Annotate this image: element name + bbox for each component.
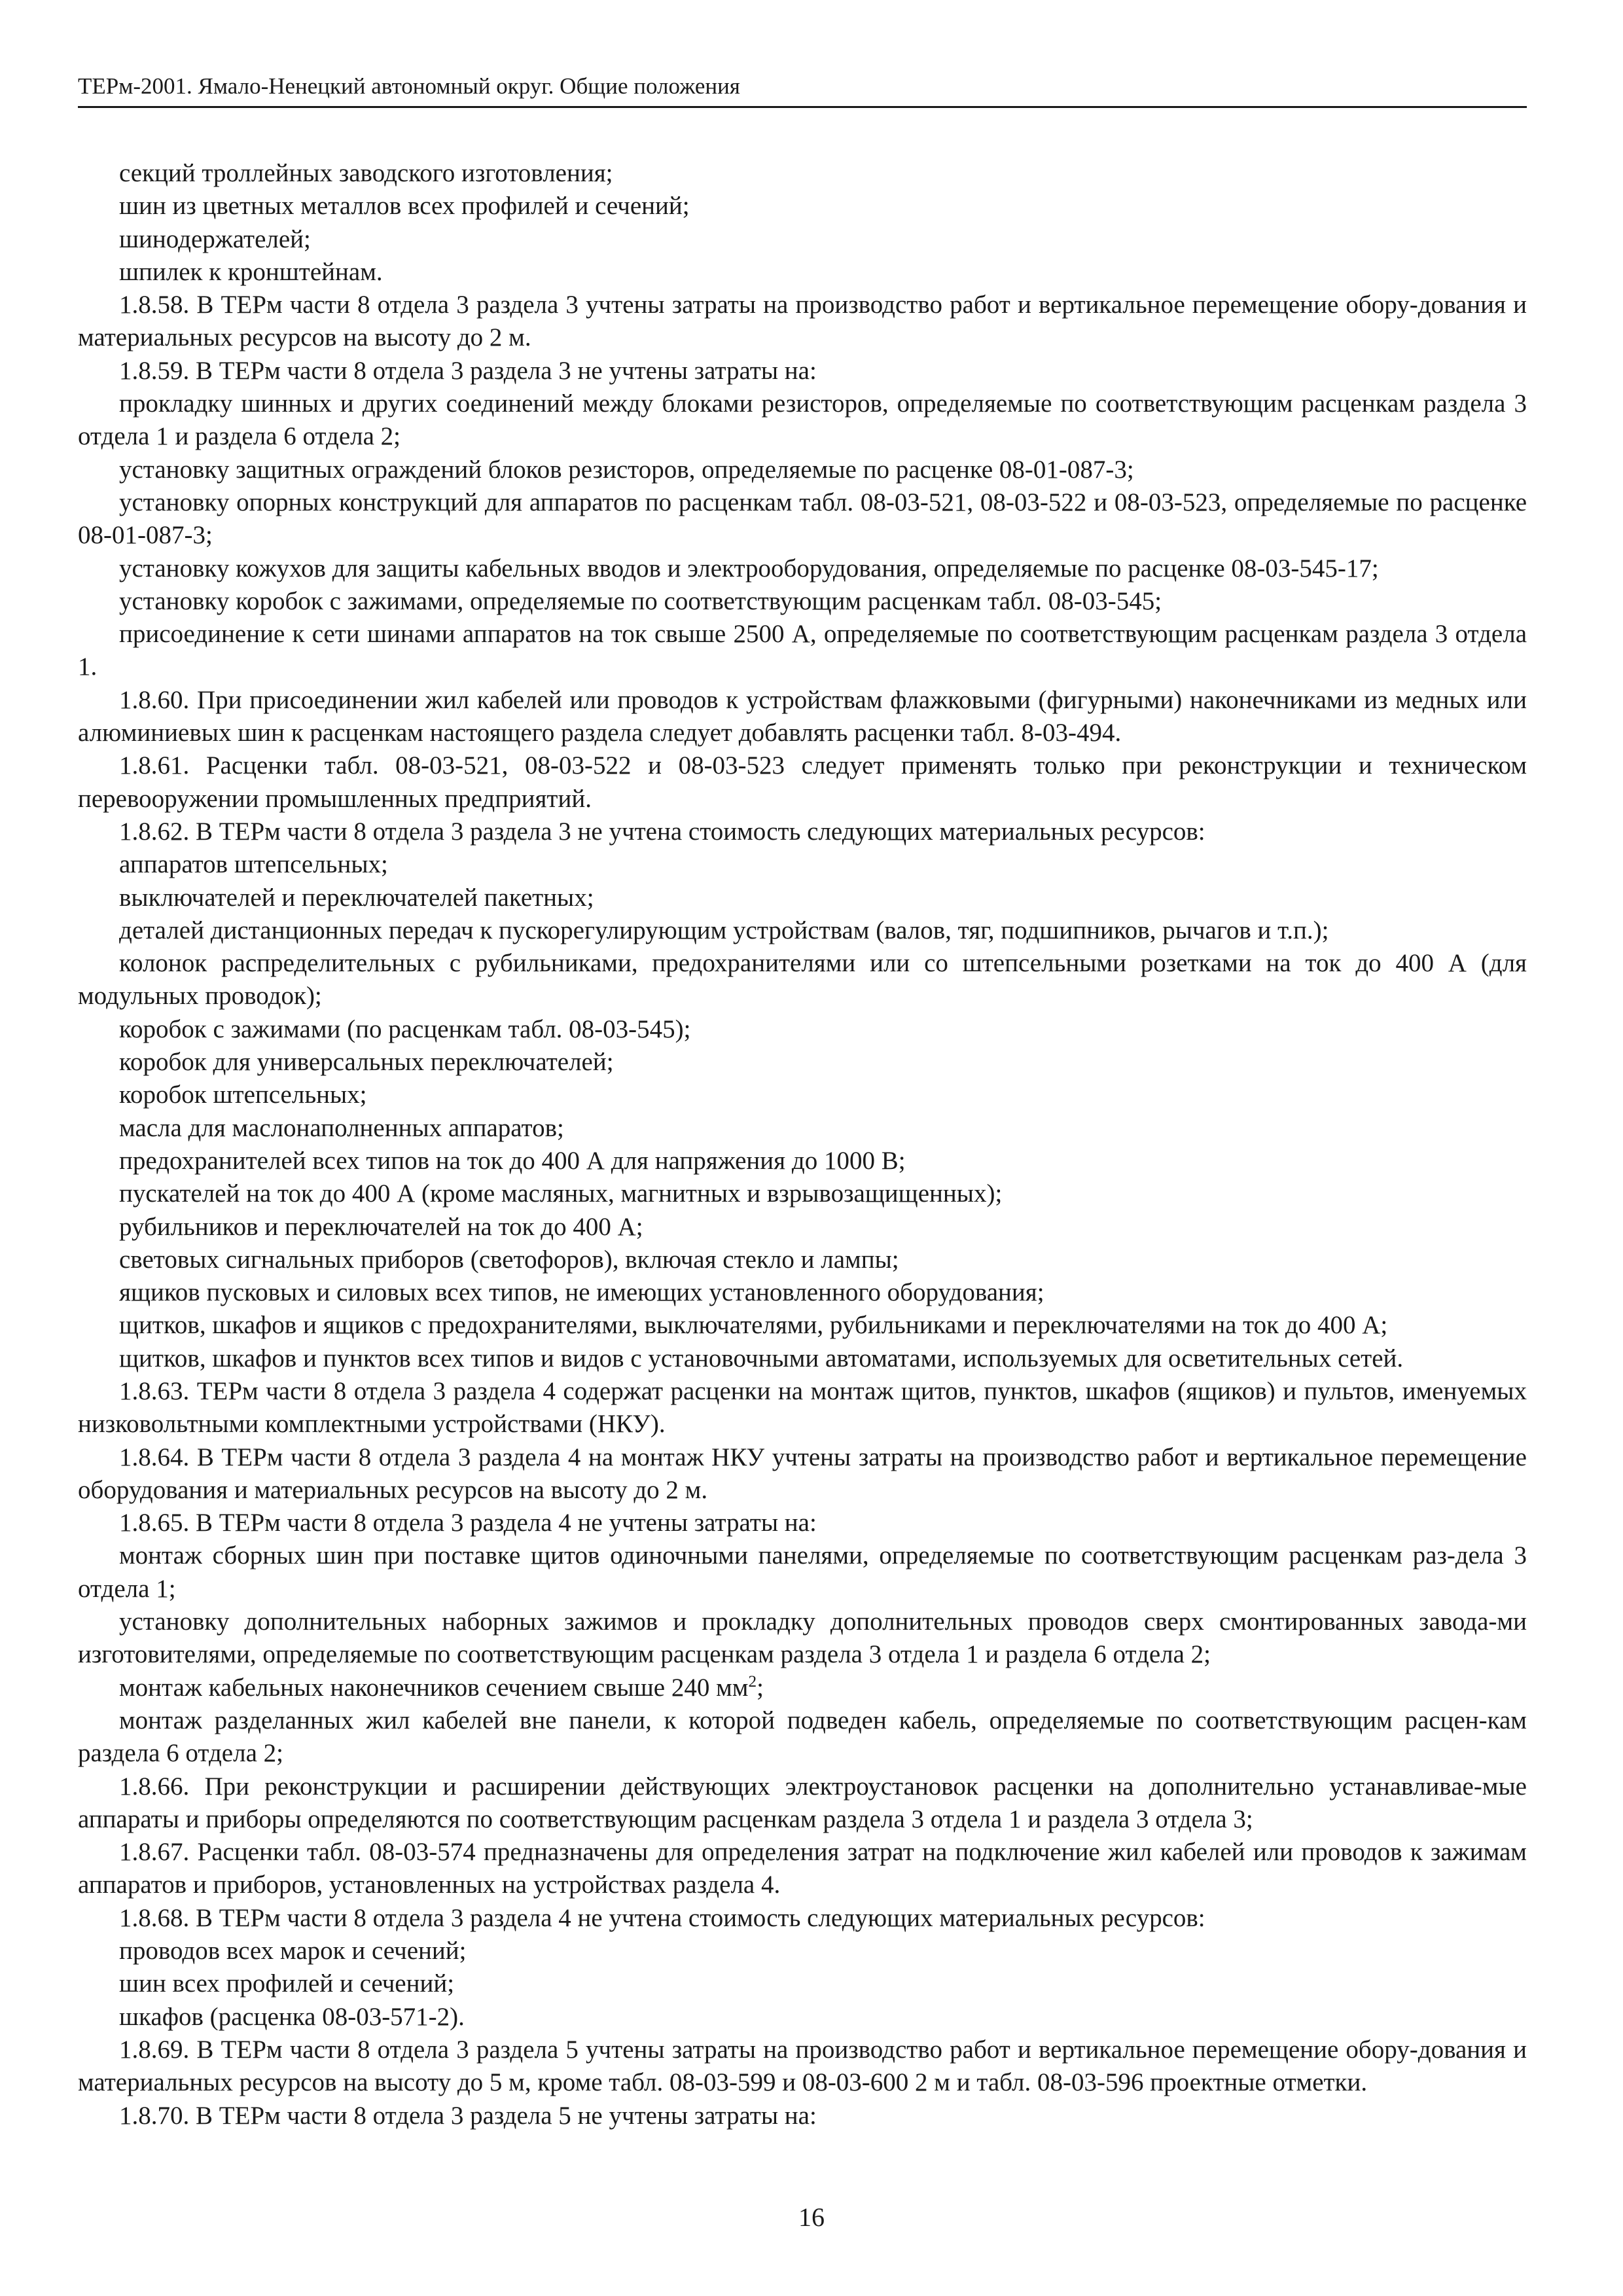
paragraph: предохранителей всех типов на ток до 400 А для напряжения до 1000 В; [119, 1146, 906, 1175]
paragraph: установку кожухов для защиты кабельных вводов и электрооборудования, определяемые по расценке 08-03-545-17; [119, 554, 1379, 583]
superscript: 2 [748, 1672, 757, 1691]
paragraph: масла для маслонаполненных аппаратов; [119, 1113, 564, 1142]
paragraph: шкафов (расценка 08-03-571-2). [119, 2002, 465, 2031]
paragraph: деталей дистанционных передач к пускорегулирующим устройствам (валов, тяг, подшипников, рычагов и т.п.); [119, 916, 1329, 944]
paragraph [78, 1672, 1527, 1704]
page-number: 16 [798, 2202, 825, 2232]
paragraph-text: монтаж кабельных наконечников сечением свыше 240 мм [119, 1673, 749, 1702]
paragraph: ящиков пусковых и силовых всех типов, не имеющих установленного оборудования; [119, 1278, 1044, 1307]
paragraph: коробок для универсальных переключателей; [119, 1048, 614, 1077]
paragraph: 1.8.64. В ТЕРм части 8 отдела 3 раздела 4 на монтаж НКУ учтены затраты на производство работ и вертикальное перемещение оборудования и материальных ресурсов на высоту до 2 м. [78, 1443, 1527, 1504]
paragraph: 1.8.62. В ТЕРм части 8 отдела 3 раздела 3 не учтена стоимость следующих материальных ресурсов: [119, 817, 1205, 846]
paragraph: выключателей и переключателей пакетных; [119, 883, 594, 912]
paragraph: монтаж сборных шин при поставке щитов одиночными панелями, определяемые по соответствующим расценкам раз-дела 3 отдела 1; [78, 1541, 1527, 1603]
paragraph: шпилек к кронштейнам. [119, 257, 383, 286]
paragraph: аппаратов штепсельных; [119, 850, 388, 879]
paragraph: шинодержателей; [119, 224, 311, 253]
paragraph: 1.8.59. В ТЕРм части 8 отдела 3 раздела 3 не учтены затраты на: [119, 356, 817, 385]
paragraph: шин всех профилей и сечений; [119, 1969, 455, 1998]
paragraph: щитков, шкафов и ящиков с предохранителями, выключателями, рубильниками и переключателями на ток до 400 А; [119, 1311, 1388, 1340]
paragraph: шин из цветных металлов всех профилей и сечений; [119, 192, 690, 221]
paragraph: 1.8.61. Расценки табл. 08-03-521, 08-03-522 и 08-03-523 следует применять только при реконструкции и техническом перевооружении промышленных предприятий. [78, 751, 1527, 813]
paragraph: присоединение к сети шинами аппаратов на ток свыше 2500 А, определяемые по соответствующим расценкам раздела 3 отдела 1. [78, 620, 1527, 681]
paragraph: 1.8.66. При реконструкции и расширении действующих электроустановок расценки на дополнительно устанавливае-мые аппараты и приборы определяются по соответствующим расценкам раздела 3 отдела 1 и раздела 3 отдела 3; [78, 1772, 1527, 1833]
paragraph: коробок с зажимами (по расценкам табл. 08-03-545); [119, 1014, 691, 1043]
paragraph: 1.8.70. В ТЕРм части 8 отдела 3 раздела 5 не учтены затраты на: [119, 2101, 817, 2130]
paragraph: установку опорных конструкций для аппаратов по расценкам табл. 08-03-521, 08-03-522 и 08-03-523, определяемые по расценке 08-01-087-3; [78, 488, 1527, 550]
paragraph-tail: ; [757, 1673, 764, 1702]
paragraph: 1.8.67. Расценки табл. 08-03-574 предназначены для определения затрат на подключение жил кабелей или проводов к зажимам аппаратов и приборов, установленных на устройствах раздела 4. [78, 1838, 1527, 1899]
document-body [78, 157, 1527, 2132]
paragraph: коробок штепсельных; [119, 1081, 367, 1109]
paragraph: 1.8.63. ТЕРм части 8 отдела 3 раздела 4 содержат расценки на монтаж щитов, пунктов, шкафов (ящиков) и пультов, именуемых низковольтными комплектными устройствами (НКУ). [78, 1376, 1527, 1439]
paragraph: 1.8.60. При присоединении жил кабелей или проводов к устройствам флажковыми (фигурными) наконечниками из медных или алюминиевых шин к расценкам настоящего раздела следует добавлять расценки табл. 8-03-494. [78, 685, 1527, 747]
paragraph: 1.8.69. В ТЕРм части 8 отдела 3 раздела 5 учтены затраты на производство работ и вертикальное перемещение обору-дования и материальных ресурсов на высоту до 5 м, кроме табл. 08-03-599 и 08-03-600 2 м и табл. 08-03-596 проектные отметки. [78, 2035, 1527, 2097]
paragraph: щитков, шкафов и пунктов всех типов и видов с установочными автоматами, используемых для осветительных сетей. [119, 1344, 1404, 1372]
paragraph: прокладку шинных и других соединений между блоками резисторов, определяемые по соответствующим расценкам раздела 3 отдела 1 и раздела 6 отдела 2; [78, 389, 1527, 451]
paragraph: секций троллейных заводского изготовления; [119, 159, 613, 187]
paragraph: пускателей на ток до 400 А (кроме масляных, магнитных и взрывозащищенных); [119, 1179, 1003, 1208]
paragraph: установку коробок с зажимами, определяемые по соответствующим расценкам табл. 08-03-545; [119, 586, 1162, 615]
paragraph: 1.8.65. В ТЕРм части 8 отдела 3 раздела 4 не учтены затраты на: [119, 1509, 817, 1537]
paragraph: проводов всех марок и сечений; [119, 1937, 467, 1965]
paragraph: установку защитных ограждений блоков резисторов, определяемые по расценке 08-01-087-3; [119, 455, 1134, 484]
paragraph: рубильников и переключателей на ток до 400 А; [119, 1212, 643, 1241]
paragraph: 1.8.58. В ТЕРм части 8 отдела 3 раздела 3 учтены затраты на производство работ и вертикальное перемещение обору-дования и материальных ресурсов на высоту до 2 м. [78, 291, 1527, 352]
paragraph: монтаж разделанных жил кабелей вне панели, к которой подведен кабель, определяемые по соответствующим расцен-кам раздела 6 отдела 2; [78, 1706, 1527, 1768]
paragraph: установку дополнительных наборных зажимов и прокладку дополнительных проводов сверх смонтированных завода-ми изготовителями, определяемые по соответствующим расценкам раздела 3 отдела 1 и раздела 6 отдела 2; [78, 1607, 1527, 1669]
paragraph: 1.8.68. В ТЕРм части 8 отдела 3 раздела 4 не учтена стоимость следующих материальных ресурсов: [119, 1903, 1205, 1932]
running-header: ТЕРм-2001. Ямало-Ненецкий автономный округ. Общие положения [78, 71, 1527, 108]
paragraph: световых сигнальных приборов (светофоров), включая стекло и лампы; [119, 1245, 899, 1274]
paragraph: колонок распределительных с рубильниками, предохранителями или со штепсельными розетками на ток до 400 А (для модульных проводок); [78, 949, 1527, 1011]
